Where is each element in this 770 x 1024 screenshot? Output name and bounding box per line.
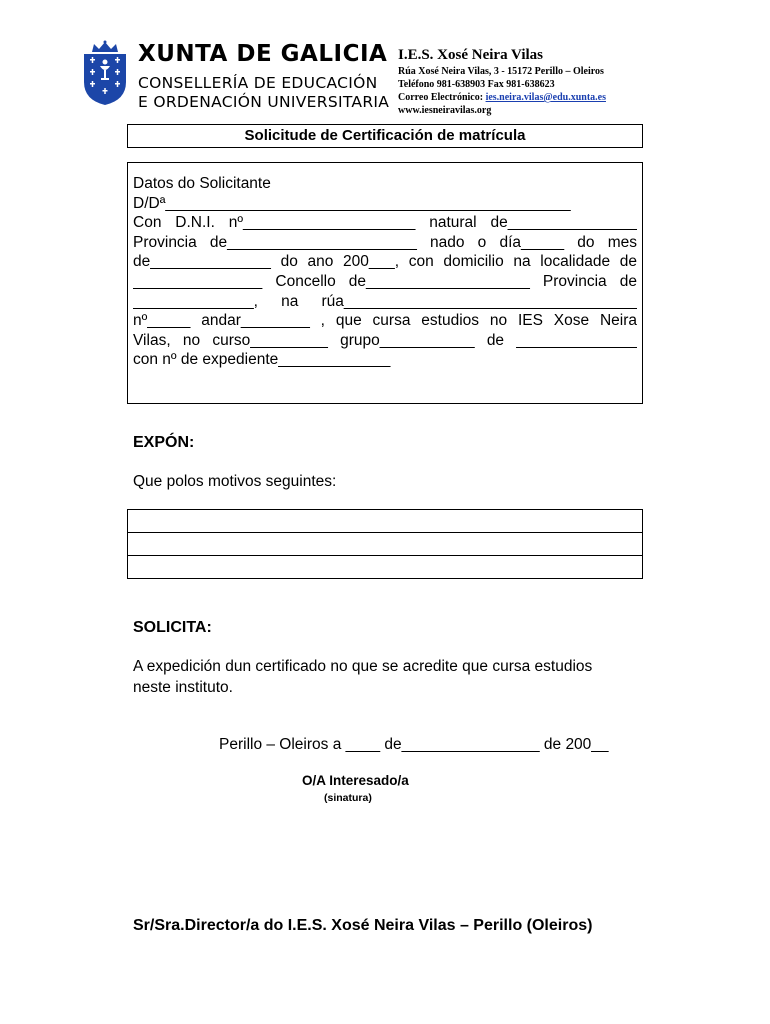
applicant-line[interactable]: D/Dª_______________________________________________ bbox=[133, 194, 571, 212]
school-name: I.E.S. Xosé Neira Vilas bbox=[398, 47, 544, 63]
galicia-crest-icon bbox=[80, 40, 130, 106]
recipient: Sr/Sra.Director/a do I.E.S. Xosé Neira Vilas – Perillo (Oleiros) bbox=[133, 917, 593, 934]
school-email-line bbox=[398, 91, 606, 104]
school-website: www.iesneiravilas.org bbox=[398, 105, 492, 116]
applicant-line[interactable]: ______________, na rúa__________________________________ bbox=[133, 292, 637, 310]
school-phone: Teléfono 981-638903 Fax 981-638623 bbox=[398, 79, 555, 90]
expon-text: Que polos motivos seguintes: bbox=[133, 473, 337, 490]
applicant-line[interactable]: Con D.N.I. nº____________________ natural de_______________ bbox=[133, 214, 637, 232]
applicant-line[interactable]: Provincia de______________________ nado o día_____ do mes bbox=[133, 233, 637, 251]
brand-subtitle-1: CONSELLERÍA DE EDUCACIÓN bbox=[138, 74, 378, 92]
applicant-heading: Datos do Solicitante bbox=[133, 175, 271, 192]
motive-row[interactable] bbox=[128, 556, 642, 578]
motive-row[interactable] bbox=[128, 533, 642, 556]
solicita-text-2: neste instituto. bbox=[133, 679, 233, 696]
applicant-line[interactable]: _______________ Concello de___________________ Provincia de bbox=[133, 272, 637, 290]
school-address: Rúa Xosé Neira Vilas, 3 - 15172 Perillo – Oleiros bbox=[398, 66, 604, 77]
motives-table bbox=[127, 509, 643, 579]
solicita-heading: SOLICITA: bbox=[133, 619, 212, 636]
applicant-line[interactable]: Vilas, no curso_________ grupo___________ de ______________ bbox=[133, 331, 637, 349]
expon-heading: EXPÓN: bbox=[133, 434, 195, 451]
signer-label: O/A Interesado/a bbox=[302, 773, 409, 788]
school-info bbox=[398, 45, 606, 117]
brand-subtitle-2: E ORDENACIÓN UNIVERSITARIA bbox=[138, 93, 390, 111]
motive-row[interactable] bbox=[128, 510, 642, 533]
brand-block bbox=[138, 40, 389, 112]
date-line[interactable]: Perillo – Oleiros a ____ de________________ de 200__ bbox=[219, 736, 609, 753]
form-title: Solicitude de Certificación de matrícula bbox=[127, 124, 643, 148]
applicant-line[interactable]: de______________ do ano 200___, con domicilio na localidade de bbox=[133, 253, 637, 271]
email-label: Correo Electrónico: bbox=[398, 92, 486, 103]
solicita-text-1: A expedición dun certificado no que se acredite que cursa estudios bbox=[133, 658, 593, 675]
applicant-line[interactable]: nº_____ andar________ , que cursa estudios no IES Xose Neira bbox=[133, 312, 637, 330]
signature-label: (sinatura) bbox=[324, 792, 372, 804]
applicant-line[interactable]: con nº de expediente_____________ bbox=[133, 351, 391, 369]
applicant-data bbox=[133, 174, 637, 370]
email-link[interactable]: ies.neira.vilas@edu.xunta.es bbox=[485, 92, 606, 103]
brand-title: XUNTA DE GALICIA bbox=[138, 41, 388, 67]
